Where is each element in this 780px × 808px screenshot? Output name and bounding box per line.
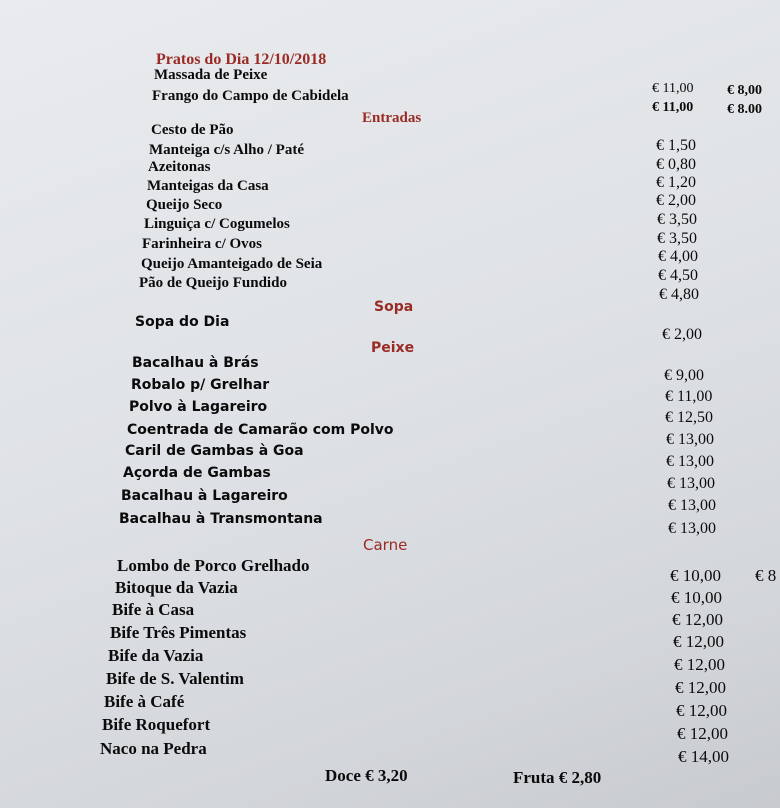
menu-item-price: € 9,00: [664, 367, 704, 384]
menu-item-price: € 14,00: [678, 747, 729, 766]
menu-item-name: Manteigas da Casa: [147, 178, 269, 194]
menu-item-price: € 13,00: [668, 520, 716, 537]
menu-item-price: € 13,00: [667, 475, 715, 492]
menu-item-name: Bife Três Pimentas: [110, 623, 247, 642]
menu-item-name: Bitoque da Vazia: [115, 578, 238, 597]
menu-item-price: € 2,00: [656, 192, 696, 209]
menu-item-price: € 13,00: [666, 431, 714, 448]
daily-dish-price-half: € 8,00: [727, 83, 762, 98]
menu-item-name: Azeitonas: [148, 159, 211, 175]
menu-item-price: € 4,00: [658, 248, 698, 265]
menu-item-name: Sopa do Dia: [135, 314, 230, 330]
menu-item-name: Bacalhau à Lagareiro: [121, 488, 288, 504]
section-title-carne: Carne: [363, 536, 408, 554]
daily-dish-price: € 11,00: [652, 100, 694, 115]
menu-item-price: € 12,00: [676, 701, 727, 720]
menu-item-name: Queijo Seco: [146, 197, 223, 213]
menu-item-name: Robalo p/ Grelhar: [131, 377, 270, 393]
menu-item-price: € 3,50: [657, 230, 697, 247]
menu-item-name: Bife de S. Valentim: [106, 669, 244, 688]
menu-item-name: Lombo de Porco Grelhado: [117, 556, 310, 575]
menu-item-price: € 3,50: [657, 211, 697, 228]
menu-item-price-half: € 8: [755, 566, 777, 585]
menu-item-price: € 11,00: [665, 388, 713, 405]
menu-item-name: Caril de Gambas à Goa: [125, 443, 304, 459]
dessert-price: Doce € 3,20: [325, 766, 408, 785]
menu-item-name: Bife da Vazia: [108, 646, 204, 665]
menu-item-name: Bife à Casa: [112, 600, 195, 619]
menu-item-name: Linguiça c/ Cogumelos: [144, 216, 290, 232]
menu-item-price: € 13,00: [668, 497, 716, 514]
menu-item-name: Açorda de Gambas: [123, 465, 271, 481]
menu-item-price: € 10,00: [670, 566, 721, 585]
menu-item-name: Bife à Café: [104, 692, 185, 711]
menu-item-price: € 0,80: [656, 156, 696, 173]
menu-item-price: € 1,50: [656, 137, 696, 154]
daily-dish-price: € 11,00: [652, 81, 694, 96]
menu-item-name: Bacalhau à Brás: [132, 355, 259, 371]
daily-dish-name: Frango do Campo de Cabidela: [152, 88, 349, 104]
menu-item-price: € 12,00: [673, 632, 724, 651]
menu-item-name: Queijo Amanteigado de Seia: [141, 256, 323, 272]
section-title-sopa: Sopa: [374, 299, 414, 315]
menu-item-price: € 4,50: [658, 267, 698, 284]
section-title-entradas: Entradas: [362, 110, 422, 126]
menu-item-price: € 13,00: [666, 453, 714, 470]
menu-item-price: € 2,00: [662, 326, 702, 343]
menu-item-price: € 10,00: [671, 588, 722, 607]
daily-dish-name: Massada de Peixe: [154, 67, 268, 83]
menu-item-price: € 12,00: [674, 655, 725, 674]
menu-item-name: Cesto de Pão: [151, 122, 234, 138]
menu-item-name: Coentrada de Camarão com Polvo: [127, 422, 394, 438]
fruit-price: Fruta € 2,80: [513, 768, 602, 787]
menu-item-name: Naco na Pedra: [100, 739, 207, 758]
menu-item-name: Bife Roquefort: [102, 715, 211, 734]
menu-item-price: € 12,50: [665, 409, 713, 426]
menu-item-price: € 4,80: [659, 286, 699, 303]
menu-item-price: € 12,00: [672, 610, 723, 629]
section-title-peixe: Peixe: [371, 340, 415, 356]
menu-item-price: € 12,00: [677, 724, 728, 743]
daily-dish-price-half: € 8.00: [727, 102, 762, 117]
menu-item-name: Polvo à Lagareiro: [129, 399, 268, 415]
menu-item-price: € 12,00: [675, 678, 726, 697]
page-title: Pratos do Dia 12/10/2018: [156, 51, 327, 68]
menu-item-name: Farinheira c/ Ovos: [142, 236, 262, 252]
menu-item-price: € 1,20: [656, 174, 696, 191]
menu-item-name: Pão de Queijo Fundido: [139, 275, 287, 291]
menu-item-name: Bacalhau à Transmontana: [119, 511, 323, 527]
menu-item-name: Manteiga c/s Alho / Paté: [149, 142, 304, 158]
